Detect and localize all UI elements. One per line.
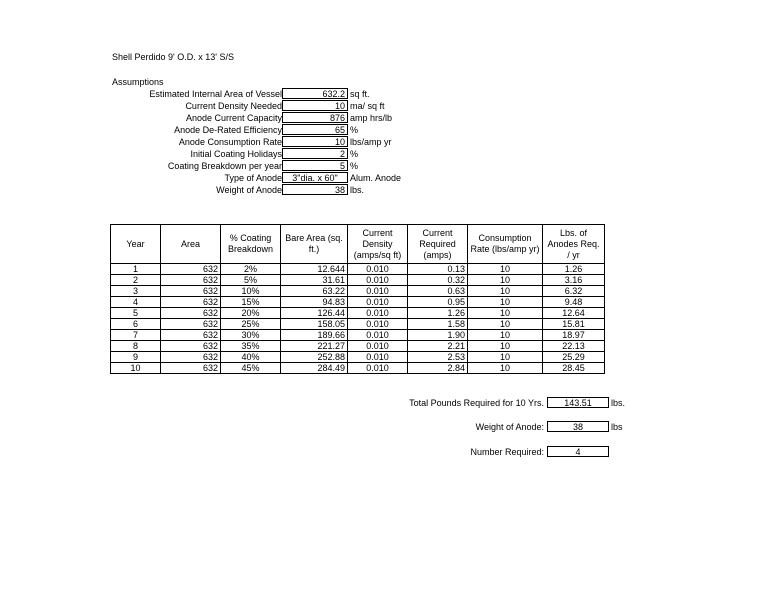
cell-year: 7 (111, 330, 161, 341)
cell-coating-breakdown: 40% (221, 352, 281, 363)
cell-bare-area: 284.49 (281, 363, 348, 374)
cell-year: 1 (111, 264, 161, 275)
assumption-label: Initial Coating Holidays (190, 149, 282, 159)
number-required-label: Number Required: (470, 447, 544, 457)
assumption-label: Type of Anode (224, 173, 282, 183)
cell-current-density: 0.010 (348, 297, 408, 308)
cell-current-density: 0.010 (348, 330, 408, 341)
cell-current-required: 2.84 (408, 363, 468, 374)
cell-coating-breakdown: 10% (221, 286, 281, 297)
assumption-unit: sq ft. (350, 89, 370, 99)
assumption-unit: ma/ sq ft (350, 101, 385, 111)
assumption-value: 3"dia. x 60" (282, 172, 348, 183)
assumption-value: 10 (282, 100, 348, 111)
cell-coating-breakdown: 20% (221, 308, 281, 319)
table-row (111, 264, 605, 275)
assumption-value: 10 (282, 136, 348, 147)
assumption-row (112, 172, 512, 184)
table-row (111, 308, 605, 319)
cell-consumption-rate: 10 (468, 308, 543, 319)
assumption-row (112, 136, 512, 148)
cell-consumption-rate: 10 (468, 264, 543, 275)
weight-of-anode-value: 38 (547, 421, 609, 432)
cell-coating-breakdown: 30% (221, 330, 281, 341)
table-row (111, 341, 605, 352)
assumption-value: 5 (282, 160, 348, 171)
cell-area: 632 (161, 286, 221, 297)
header-area: Area (161, 225, 221, 264)
cell-lbs-anodes: 9.48 (543, 297, 605, 308)
table-row (111, 363, 605, 374)
weight-of-anode-label: Weight of Anode: (475, 422, 544, 432)
cell-lbs-anodes: 6.32 (543, 286, 605, 297)
cell-bare-area: 221.27 (281, 341, 348, 352)
document-title: Shell Perdido 9' O.D. x 13' S/S (112, 52, 234, 62)
cell-consumption-rate: 10 (468, 352, 543, 363)
assumption-row (112, 184, 512, 196)
cell-coating-breakdown: 5% (221, 275, 281, 286)
assumption-unit: lbs/amp yr (350, 137, 392, 147)
cell-current-density: 0.010 (348, 286, 408, 297)
header-current-density: Current Density (amps/sq ft) (348, 225, 408, 264)
cell-area: 632 (161, 297, 221, 308)
cell-year: 10 (111, 363, 161, 374)
weight-of-anode-unit: lbs (611, 422, 623, 432)
cell-bare-area: 158.05 (281, 319, 348, 330)
assumption-row (112, 100, 512, 112)
assumption-value: 876 (282, 112, 348, 123)
cell-consumption-rate: 10 (468, 275, 543, 286)
assumption-label: Weight of Anode (216, 185, 282, 195)
cell-area: 632 (161, 341, 221, 352)
assumption-value: 2 (282, 148, 348, 159)
cell-area: 632 (161, 352, 221, 363)
assumption-value: 632.2 (282, 88, 348, 99)
cell-current-required: 0.63 (408, 286, 468, 297)
assumption-label: Current Density Needed (185, 101, 282, 111)
cell-year: 5 (111, 308, 161, 319)
assumption-row (112, 124, 512, 136)
table-header-row (111, 225, 605, 264)
header-coating-breakdown: % Coating Breakdown (221, 225, 281, 264)
cell-year: 4 (111, 297, 161, 308)
assumption-label: Anode De-Rated Efficiency (174, 125, 282, 135)
assumption-unit: amp hrs/lb (350, 113, 393, 123)
total-pounds-label: Total Pounds Required for 10 Yrs. (409, 398, 544, 408)
cell-consumption-rate: 10 (468, 286, 543, 297)
cell-bare-area: 126.44 (281, 308, 348, 319)
cell-bare-area: 252.88 (281, 352, 348, 363)
total-pounds-value: 143.51 (547, 397, 609, 408)
cell-year: 6 (111, 319, 161, 330)
table-row (111, 297, 605, 308)
cell-current-density: 0.010 (348, 352, 408, 363)
assumption-unit: % (350, 125, 359, 135)
cell-current-density: 0.010 (348, 264, 408, 275)
assumptions-heading: Assumptions (112, 77, 164, 87)
number-required-value: 4 (547, 446, 609, 457)
anode-calculation-table (110, 224, 605, 374)
cell-current-required: 0.32 (408, 275, 468, 286)
cell-area: 632 (161, 264, 221, 275)
header-current-required: Current Required (amps) (408, 225, 468, 264)
cell-current-density: 0.010 (348, 319, 408, 330)
assumption-label: Anode Consumption Rate (178, 137, 282, 147)
cell-current-density: 0.010 (348, 275, 408, 286)
cell-current-required: 0.95 (408, 297, 468, 308)
assumption-unit: lbs. (350, 185, 365, 195)
cell-current-required: 1.58 (408, 319, 468, 330)
assumption-unit: % (350, 161, 359, 171)
cell-lbs-anodes: 3.16 (543, 275, 605, 286)
cell-year: 2 (111, 275, 161, 286)
table-row (111, 330, 605, 341)
table-body (111, 264, 605, 374)
table-row (111, 286, 605, 297)
cell-lbs-anodes: 22.13 (543, 341, 605, 352)
cell-current-density: 0.010 (348, 341, 408, 352)
cell-year: 9 (111, 352, 161, 363)
assumption-row (112, 148, 512, 160)
assumption-label: Coating Breakdown per year (167, 161, 282, 171)
header-lbs-anodes: Lbs. of Anodes Req. / yr (543, 225, 605, 264)
header-consumption-rate: Consumption Rate (lbs/amp yr) (468, 225, 543, 264)
assumption-value: 38 (282, 184, 348, 195)
cell-current-density: 0.010 (348, 363, 408, 374)
cell-year: 3 (111, 286, 161, 297)
assumption-label: Estimated Internal Area of Vessel (149, 89, 282, 99)
assumption-value: 65 (282, 124, 348, 135)
cell-consumption-rate: 10 (468, 330, 543, 341)
table-row (111, 352, 605, 363)
cell-area: 632 (161, 275, 221, 286)
cell-coating-breakdown: 45% (221, 363, 281, 374)
cell-current-density: 0.010 (348, 308, 408, 319)
cell-consumption-rate: 10 (468, 341, 543, 352)
header-year: Year (111, 225, 161, 264)
assumption-unit: % (350, 149, 359, 159)
assumption-unit: Alum. Anode (350, 173, 402, 183)
assumption-row (112, 112, 512, 124)
cell-coating-breakdown: 2% (221, 264, 281, 275)
table-row (111, 275, 605, 286)
cell-lbs-anodes: 25.29 (543, 352, 605, 363)
table-row (111, 319, 605, 330)
cell-consumption-rate: 10 (468, 363, 543, 374)
cell-area: 632 (161, 319, 221, 330)
cell-bare-area: 12.644 (281, 264, 348, 275)
cell-current-required: 0.13 (408, 264, 468, 275)
cell-consumption-rate: 10 (468, 319, 543, 330)
cell-coating-breakdown: 15% (221, 297, 281, 308)
cell-current-required: 2.21 (408, 341, 468, 352)
cell-lbs-anodes: 28.45 (543, 363, 605, 374)
assumption-row (112, 88, 512, 100)
total-pounds-unit: lbs. (611, 398, 626, 408)
cell-lbs-anodes: 18.97 (543, 330, 605, 341)
cell-area: 632 (161, 308, 221, 319)
cell-consumption-rate: 10 (468, 297, 543, 308)
cell-current-required: 1.26 (408, 308, 468, 319)
cell-coating-breakdown: 35% (221, 341, 281, 352)
cell-bare-area: 189.66 (281, 330, 348, 341)
cell-lbs-anodes: 12.64 (543, 308, 605, 319)
cell-bare-area: 31.61 (281, 275, 348, 286)
cell-lbs-anodes: 15.81 (543, 319, 605, 330)
cell-area: 632 (161, 330, 221, 341)
cell-area: 632 (161, 363, 221, 374)
header-bare-area: Bare Area (sq. ft.) (281, 225, 348, 264)
cell-lbs-anodes: 1.26 (543, 264, 605, 275)
cell-current-required: 1.90 (408, 330, 468, 341)
cell-coating-breakdown: 25% (221, 319, 281, 330)
cell-bare-area: 94.83 (281, 297, 348, 308)
assumption-row (112, 160, 512, 172)
cell-current-required: 2.53 (408, 352, 468, 363)
cell-year: 8 (111, 341, 161, 352)
assumption-label: Anode Current Capacity (185, 113, 282, 123)
cell-bare-area: 63.22 (281, 286, 348, 297)
